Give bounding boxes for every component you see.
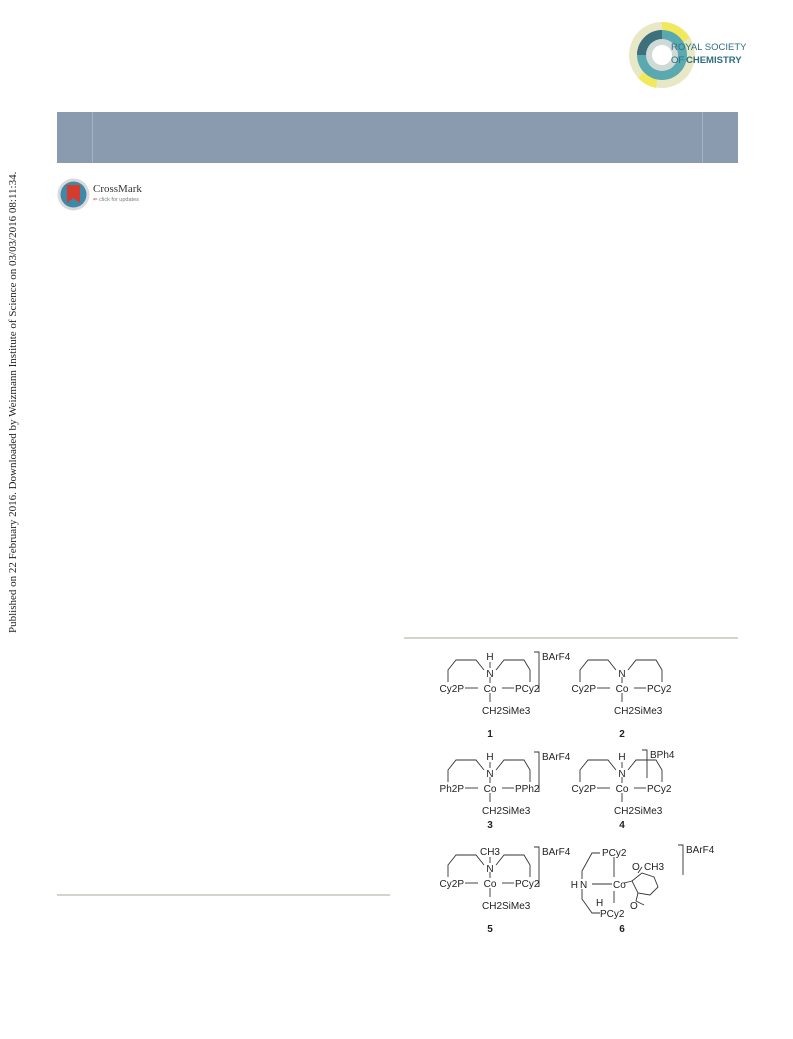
- compound-number: 6: [619, 924, 625, 935]
- phosphine-right: PCy2: [515, 879, 540, 890]
- banner-divider: [92, 112, 93, 163]
- bond: [628, 760, 662, 782]
- crossmark-sublabel-text: click for updates: [99, 197, 139, 203]
- publisher-line2-main: CHEMISTRY: [686, 55, 742, 66]
- counterion: BArF4: [542, 752, 571, 763]
- phosphine-left: Cy2P: [439, 684, 464, 695]
- bond: [448, 760, 484, 782]
- phosphine-left: Cy2P: [439, 879, 464, 890]
- phosphine-right: PCy2: [647, 684, 672, 695]
- article-header-banner: [57, 112, 738, 163]
- alkyl: CH2SiMe3: [614, 706, 663, 717]
- crossmark-icon: [57, 178, 90, 211]
- hydride-h: H: [596, 898, 604, 909]
- alkyl: CH2SiMe3: [614, 806, 663, 817]
- bond: [448, 855, 484, 877]
- bond: [448, 660, 484, 682]
- carbonyl-oxygen: O: [632, 862, 640, 873]
- rsc-logo: [628, 18, 746, 92]
- nitrogen-label: N: [580, 880, 588, 891]
- nitrogen-label: N: [486, 769, 494, 780]
- amine-methyl: CH3: [479, 847, 501, 858]
- alkyl: CH2SiMe3: [482, 706, 531, 717]
- bond: [628, 660, 662, 682]
- compound-number: 2: [619, 729, 625, 740]
- phosphine-bottom: PCy2: [600, 909, 625, 920]
- crossmark-sublabel: [93, 197, 139, 203]
- nitrogen-label: N: [618, 669, 626, 680]
- amine-h: H: [486, 752, 494, 763]
- compound-5: [440, 847, 571, 935]
- nitrogen-label: N: [486, 669, 494, 680]
- phosphine-right: PCy2: [515, 684, 540, 695]
- counterion: BPh4: [650, 750, 675, 761]
- acyl-methyl: CH3: [644, 862, 665, 873]
- bond: [496, 660, 530, 682]
- publication-note: Published on 22 February 2016. Downloaded by Weizmann Institute of Science on 03/03/2016 08:11:34.: [7, 171, 19, 633]
- metal: Co: [615, 784, 629, 795]
- compound-6: [571, 845, 715, 935]
- banner-divider: [702, 112, 703, 163]
- compound-number: 5: [487, 924, 493, 935]
- bond: [496, 855, 530, 877]
- compound-1: [440, 652, 571, 740]
- compound-4: [572, 750, 675, 831]
- phosphine-left: Cy2P: [571, 684, 596, 695]
- phosphine-left: Cy2P: [571, 784, 596, 795]
- publisher-line2-prefix: OF: [671, 55, 685, 66]
- counterion: BArF4: [542, 652, 571, 663]
- compound-number: 4: [619, 820, 625, 831]
- metal: Co: [483, 879, 497, 890]
- compound-number: 3: [487, 820, 493, 831]
- amine-h: H: [570, 880, 578, 891]
- nitrogen-label: N: [618, 769, 626, 780]
- bond: [580, 760, 616, 782]
- alkyl: CH2SiMe3: [482, 901, 531, 912]
- bond: [580, 660, 616, 682]
- metal: Co: [615, 684, 629, 695]
- metal: Co: [483, 684, 497, 695]
- phosphine-left: Ph2P: [439, 784, 464, 795]
- bond: [582, 853, 600, 879]
- metal: Co: [483, 784, 497, 795]
- phosphine-top: PCy2: [602, 848, 627, 859]
- bond: [496, 760, 530, 782]
- left-arrow-icon: ⇐: [93, 197, 98, 203]
- nitrogen-label: N: [486, 864, 494, 875]
- bond: [636, 893, 638, 901]
- publisher-line1: ROYAL SOCIETY: [671, 42, 746, 53]
- ether-oxygen: O: [630, 901, 638, 912]
- crossmark-label: CrossMark: [93, 183, 142, 195]
- amine-h: H: [486, 652, 494, 663]
- bracket: [678, 845, 683, 875]
- phosphine-right: PCy2: [647, 784, 672, 795]
- benzene-ring: [632, 873, 658, 895]
- crossmark-badge[interactable]: [57, 178, 157, 212]
- amine-h: H: [618, 752, 626, 763]
- compound-structures-figure: [420, 644, 720, 944]
- bracket: [642, 750, 647, 778]
- counterion: BArF4: [686, 845, 715, 856]
- phosphine-right: PPh2: [515, 784, 540, 795]
- compound-3: [440, 752, 571, 831]
- compound-2: [572, 660, 672, 740]
- counterion: BArF4: [542, 847, 571, 858]
- metal: Co: [613, 880, 626, 891]
- alkyl: CH2SiMe3: [482, 806, 531, 817]
- figure-top-rule: [404, 637, 738, 639]
- column-rule: [57, 894, 390, 896]
- compound-number: 1: [487, 729, 493, 740]
